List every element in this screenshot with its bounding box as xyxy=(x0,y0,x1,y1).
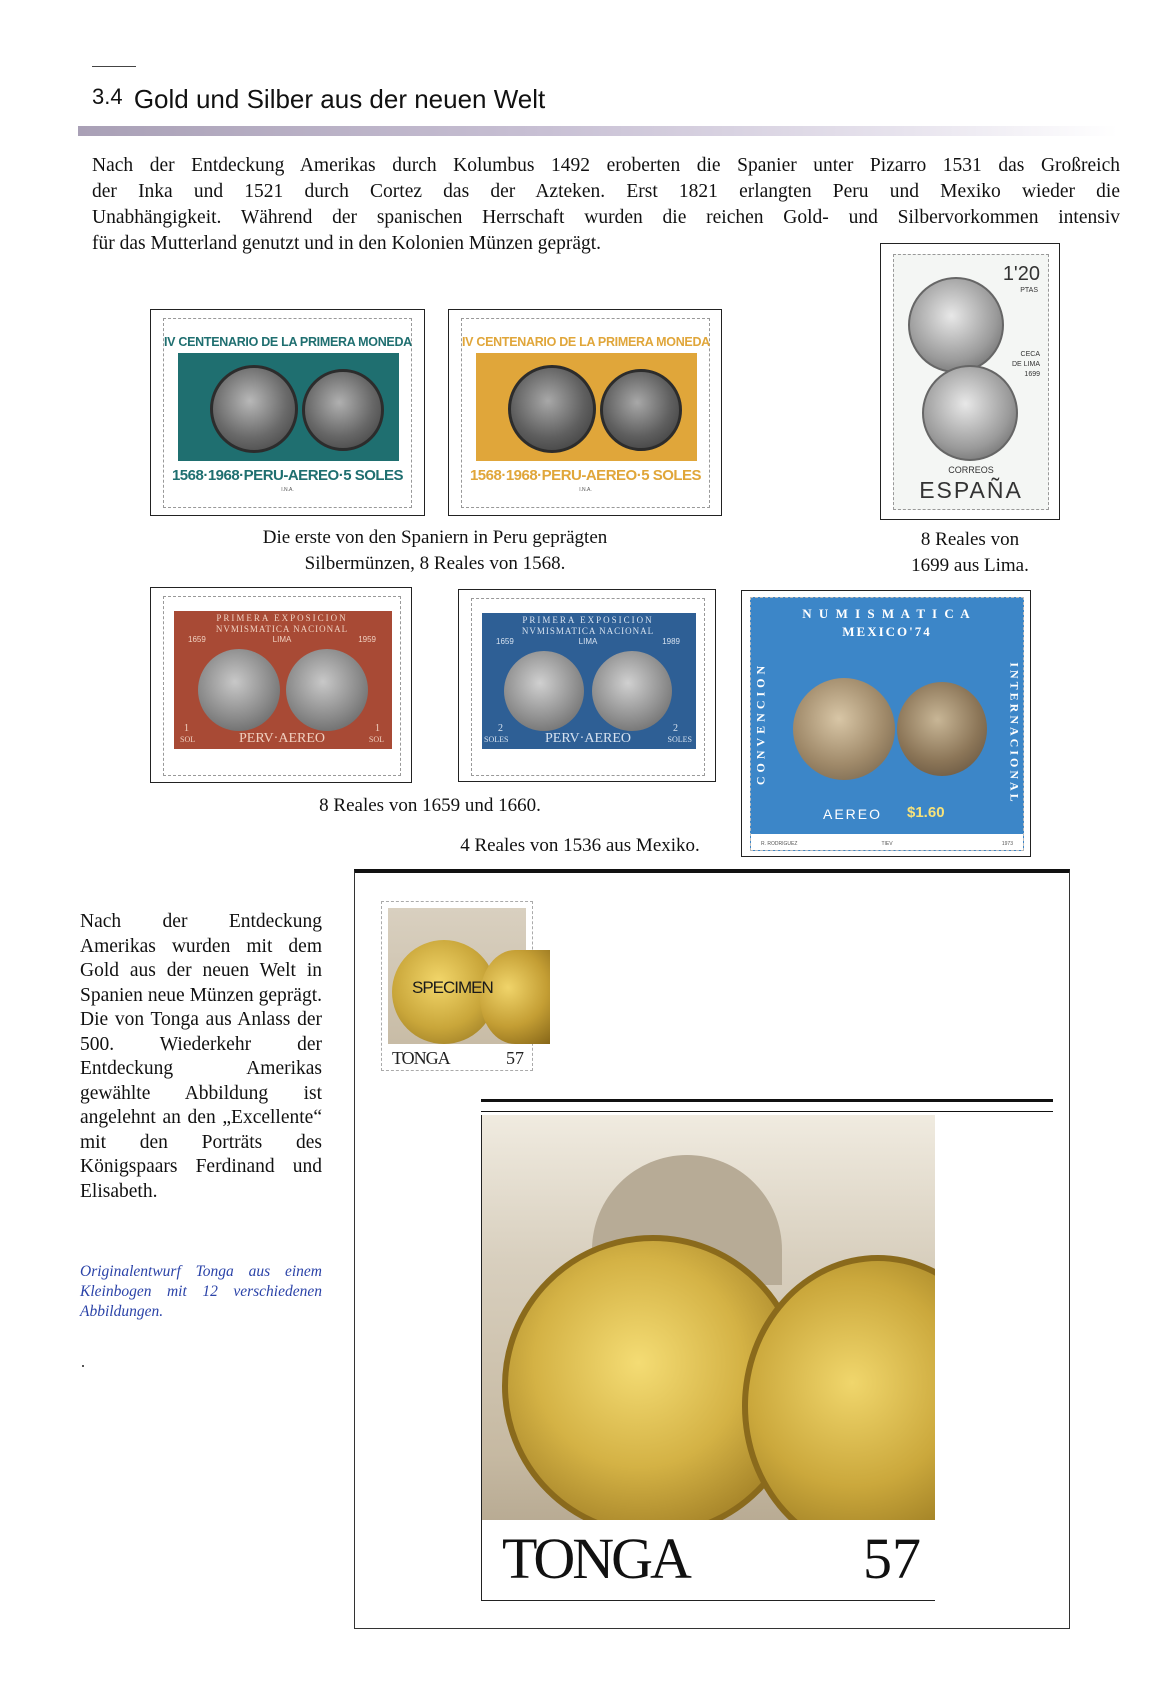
page-title xyxy=(92,84,545,115)
intro-line: für das Mutterland genutzt und in den Kolonien Münzen geprägt. xyxy=(92,233,602,254)
intro-paragraph xyxy=(92,153,1120,257)
specimen-overprint: SPECIMEN xyxy=(412,978,493,997)
stamp-label: AEREO xyxy=(823,806,883,822)
stamp-year: 1989 xyxy=(662,637,680,646)
coin-icon xyxy=(897,682,987,776)
stamp-printer: I.N.A. xyxy=(579,487,592,493)
stamp-value: $1.60 xyxy=(907,804,945,821)
stamp-value: 2 xyxy=(498,723,503,734)
stamp-bottom-text: 1568·1968·PERU-AEREO·5 SOLES xyxy=(469,467,702,484)
stamp-line: NVMISMATICA NACIONAL xyxy=(521,626,655,636)
side-note: Originalentwurf Tonga aus einem Kleinbogen mit 12 verschiedenen Abbildungen. xyxy=(80,1263,322,1320)
caption-line: 8 Reales von xyxy=(920,529,1020,550)
caption-peru-1659: 8 Reales von 1659 und 1660. xyxy=(319,795,541,816)
stamp-mint: DE LIMA xyxy=(1011,361,1040,368)
caption-line: 1699 aus Lima. xyxy=(911,555,1029,576)
caption-lima-1699 xyxy=(880,527,1060,579)
coin-icon xyxy=(922,365,1018,461)
design-value: 57 xyxy=(863,1526,921,1591)
coin-icon xyxy=(508,365,596,453)
stamp-year: 1973 xyxy=(1001,841,1013,847)
stamp-espana xyxy=(893,254,1049,510)
stamp-mexico-74 xyxy=(750,597,1024,851)
intro-line: Nach der Entdeckung Amerikas durch Kolumbus 1492 eroberten die Spanier unter Pizarro 1531 das Großreich xyxy=(92,155,1120,176)
heading-bar xyxy=(78,126,1118,136)
stamp-unit: SOL xyxy=(180,735,196,744)
stamp-sub: MEXICO'74 xyxy=(842,624,932,639)
stamp-peru-1568-ochre xyxy=(461,318,710,508)
stamp-top: N U M I S M A T I C A xyxy=(802,606,972,621)
stamp-right-vertical: INTERNACIONAL xyxy=(1007,662,1022,805)
stamp-value: 1'20 xyxy=(1002,263,1040,285)
section-number: 3.4 xyxy=(92,84,123,109)
stamp-correos: CORREOS xyxy=(948,465,994,475)
intro-line: Unabhängigkeit. Während der spanischen Herrschaft wurden die reichen Gold- und Silbervorkommen intensiv xyxy=(92,207,1120,228)
tonga-design-artwork xyxy=(481,1115,935,1601)
design-rule xyxy=(481,1099,1053,1102)
stamp-year: 1699 xyxy=(1024,371,1040,378)
coin-icon xyxy=(793,678,895,780)
stamp-value: 1 xyxy=(375,723,380,734)
stamp-city: LIMA xyxy=(578,637,598,646)
coin-icon xyxy=(198,649,280,731)
stamp-unit: SOL xyxy=(368,735,384,744)
stamp-printer: I.N.A. xyxy=(281,487,294,493)
stamp-mint: CECA xyxy=(1020,351,1040,358)
stamp-country: TONGA xyxy=(392,1048,450,1068)
stamp-year: 1659 xyxy=(496,637,514,646)
tonga-sheet xyxy=(354,869,1070,1629)
coin-icon xyxy=(210,365,298,453)
coin-icon xyxy=(600,369,682,451)
stamp-left-vertical: CONVENCION xyxy=(753,661,768,786)
design-rule xyxy=(481,1111,1053,1112)
stamp-printer: TIEV xyxy=(881,841,893,847)
stamp-frame-peru-1660-blue xyxy=(458,589,716,782)
stamp-top-text: IV CENTENARIO DE LA PRIMERA MONEDA xyxy=(164,335,412,349)
stamp-unit: PTAS xyxy=(1020,287,1038,294)
coin-icon xyxy=(302,369,384,451)
tonga-specimen-stamp xyxy=(381,901,533,1071)
stamp-label: PERV·AEREO xyxy=(545,731,631,746)
coin-icon xyxy=(592,651,672,731)
intro-line: der Inka und 1521 durch Cortez das der Azteken. Erst 1821 erlangten Peru und Mexiko wieder die xyxy=(92,181,1120,202)
coin-icon xyxy=(504,651,584,731)
stamp-country: ESPAÑA xyxy=(919,477,1023,503)
stamp-label: PERV·AEREO xyxy=(239,731,325,746)
coin-icon xyxy=(286,649,368,731)
stamp-frame-mexico-74 xyxy=(741,590,1031,857)
caption-mexico: 4 Reales von 1536 aus Mexiko. xyxy=(460,835,700,856)
design-country: TONGA xyxy=(502,1526,689,1591)
stamp-frame-espana xyxy=(880,243,1060,520)
stamp-peru-1659-red xyxy=(163,596,401,776)
coin-icon xyxy=(908,277,1004,373)
stamp-line: NVMISMATICA NACIONAL xyxy=(215,624,349,634)
stamp-value: 57 xyxy=(506,1048,524,1068)
stamp-unit: SOLES xyxy=(484,735,509,744)
caption-line: Silbermünzen, 8 Reales von 1568. xyxy=(304,553,566,574)
stamp-frame-peru-1659-red xyxy=(150,587,412,783)
caption-line: Die erste von den Spaniern in Peru geprägten xyxy=(262,527,608,548)
header-rule xyxy=(92,66,136,67)
stamp-top-text: IV CENTENARIO DE LA PRIMERA MONEDA xyxy=(462,335,710,349)
stamp-peru-1568-blue xyxy=(163,318,412,508)
dot-mark xyxy=(82,1365,84,1367)
stamp-frame-peru-1568-blue xyxy=(150,309,425,516)
stamp-peru-1660-blue xyxy=(471,598,705,776)
section-title: Gold und Silber aus der neuen Welt xyxy=(133,84,546,114)
stamp-artist: R. RODRIGUEZ xyxy=(761,841,798,847)
stamp-bottom-text: 1568·1968·PERU-AEREO·5 SOLES xyxy=(171,467,404,484)
stamp-frame-peru-1568-ochre xyxy=(448,309,722,516)
side-paragraph: Nach der Entdeckung Amerikas wurden mit dem Gold aus der neuen Welt in Spanien neue Münzen geprägt. Die von Tonga aus Anlass der 500. Wiederkehr der Entdeckung Amerikas gewählte Abbildung ist angelehnt an den „Excellente“ mit den Porträts des Königspaars Ferdinand und Elisabeth. xyxy=(80,911,322,1202)
stamp-year: 1659 xyxy=(188,635,206,644)
stamp-year: 1959 xyxy=(358,635,376,644)
stamp-line: PRIMERA EXPOSICION xyxy=(522,615,654,625)
stamp-line: PRIMERA EXPOSICION xyxy=(216,613,348,623)
stamp-unit: SOLES xyxy=(667,735,692,744)
caption-peru-1568 xyxy=(200,525,670,577)
stamp-value: 2 xyxy=(673,723,678,734)
stamp-city: LIMA xyxy=(272,635,292,644)
stamp-value: 1 xyxy=(184,723,189,734)
